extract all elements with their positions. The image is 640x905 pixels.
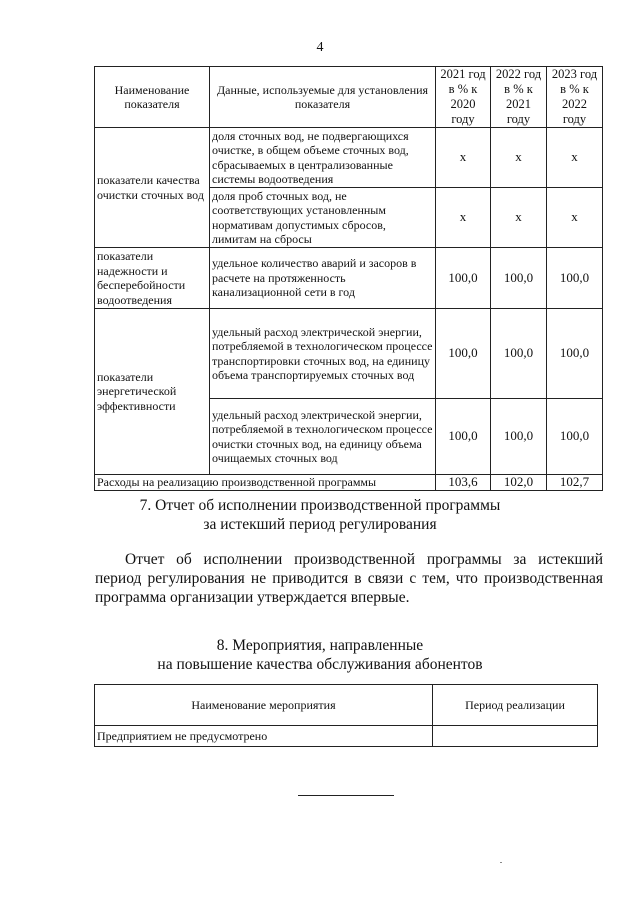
value-2021: x — [436, 128, 491, 188]
value-2022: 100,0 — [491, 248, 547, 309]
total-2023: 102,7 — [547, 475, 603, 491]
value-2022: 100,0 — [491, 399, 547, 475]
row-data: удельный расход электрической энергии, потребляемой в технологическом процессе транспортировки сточных вод, на единицу объема транспортируемых сточных вод — [210, 309, 436, 399]
header-2022: 2022 год в % к 2021 году — [491, 67, 547, 128]
total-2021: 103,6 — [436, 475, 491, 491]
value-2022: x — [491, 188, 547, 248]
group-name: показатели энергетической эффективности — [95, 309, 210, 475]
row-data: доля сточных вод, не подвергающихся очистке, в общем объеме сточных вод, сбрасываемых в централизованные системы водоотведения — [210, 128, 436, 188]
table-row — [95, 248, 603, 309]
row-data: удельный расход электрической энергии, потребляемой в технологическом процессе очистки сточных вод, на единицу объема очищаемых сточных вод — [210, 399, 436, 475]
header-period: Период реализации — [433, 685, 598, 726]
event-name: Предприятием не предусмотрено — [95, 726, 433, 747]
header-data-used: Данные, используемые для установления показателя — [210, 67, 436, 128]
header-indicator-name: Наименование показателя — [95, 67, 210, 128]
row-data: удельное количество аварий и засоров в расчете на протяженность канализационной сети в год — [210, 248, 436, 309]
value-2022: x — [491, 128, 547, 188]
indicators-table — [94, 66, 603, 491]
total-2022: 102,0 — [491, 475, 547, 491]
header-event-name: Наименование мероприятия — [95, 685, 433, 726]
group-name: показатели надежности и бесперебойности водоотведения — [95, 248, 210, 309]
value-2021: 100,0 — [436, 248, 491, 309]
value-2021: 100,0 — [436, 399, 491, 475]
value-2021: x — [436, 188, 491, 248]
events-table — [94, 684, 598, 747]
value-2023: 100,0 — [547, 399, 603, 475]
section8-title: 8. Мероприятия, направленные на повышение качества обслуживания абонентов — [157, 637, 483, 673]
total-label: Расходы на реализацию производственной программы — [95, 475, 436, 491]
value-2023: 100,0 — [547, 309, 603, 399]
section7-paragraph: Отчет об исполнении производственной программы за истекший период регулирования не приводится в связи с тем, что производственная программа организации утверждается впервые. — [95, 551, 603, 606]
page-number: 4 — [316, 40, 324, 55]
table-row — [95, 726, 598, 747]
value-2023: 100,0 — [547, 248, 603, 309]
table-row — [95, 128, 603, 188]
divider-line — [298, 795, 394, 796]
event-period — [433, 726, 598, 747]
total-row — [95, 475, 603, 491]
header-2023: 2023 год в % к 2022 году — [547, 67, 603, 128]
value-2021: 100,0 — [436, 309, 491, 399]
value-2023: x — [547, 128, 603, 188]
header-2021: 2021 год в % к 2020 году — [436, 67, 491, 128]
group-name: показатели качества очистки сточных вод — [95, 128, 210, 248]
value-2023: x — [547, 188, 603, 248]
value-2022: 100,0 — [491, 309, 547, 399]
table-row — [95, 309, 603, 399]
section7-title: 7. Отчет об исполнении производственной программы за истекший период регулирования — [139, 497, 501, 533]
scan-speck — [500, 862, 502, 863]
row-data: доля проб сточных вод, не соответствующих установленным нормативам допустимых сбросов, лимитам на сбросы — [210, 188, 436, 248]
